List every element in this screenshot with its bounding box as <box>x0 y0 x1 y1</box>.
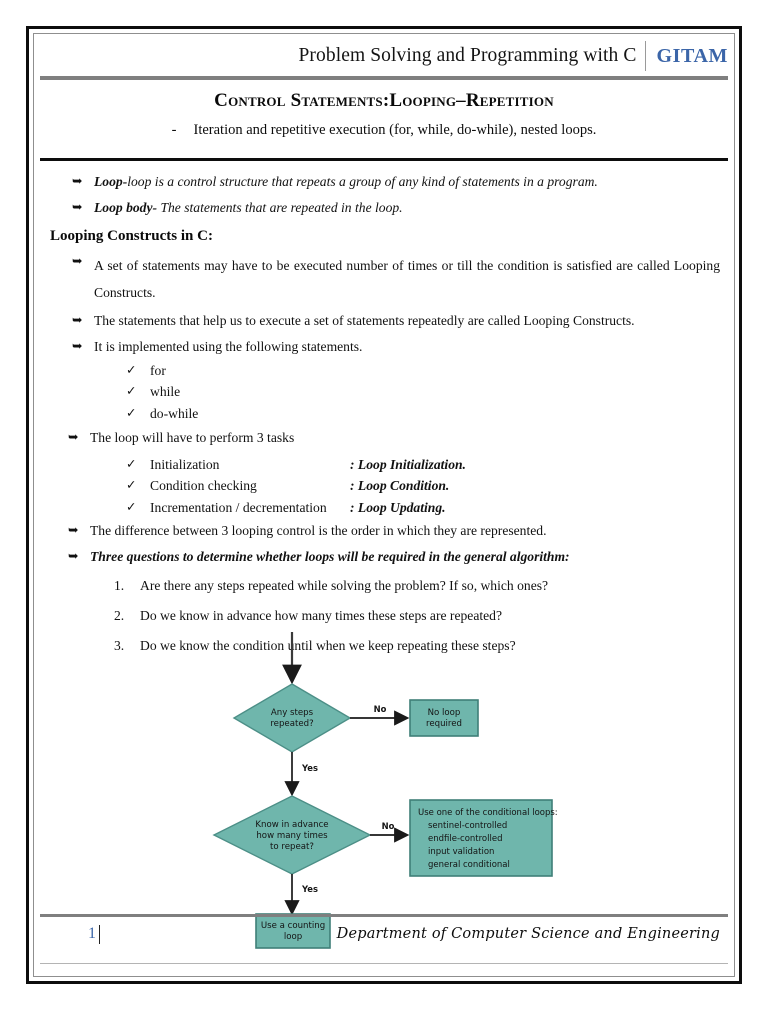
list-item <box>126 455 720 474</box>
task-row <box>150 476 449 495</box>
definition-term: Loop- <box>94 174 128 189</box>
title-block <box>40 90 728 139</box>
question-text: Do we know the condition until when we keep repeating these steps? <box>140 638 516 654</box>
page-footer <box>40 914 728 954</box>
decision1-line2: repeated? <box>270 719 314 729</box>
question-text: Do we know in advance how many times these steps are repeated? <box>140 607 502 623</box>
questions-intro-text: Three questions to determine whether loops will be required in the general algorithm: <box>90 549 570 565</box>
list-item <box>72 337 720 356</box>
check-bullet-icon: ✓ <box>126 456 137 472</box>
department-name: Department of Computer Science and Engineering <box>336 926 720 942</box>
arrow-bullet-icon: ➥ <box>72 199 83 215</box>
page-number-caret <box>99 925 100 944</box>
result3-line1: Use a counting <box>260 921 326 931</box>
list-item <box>126 498 720 517</box>
header-title: Problem Solving and Programming with C <box>298 45 637 66</box>
check-bullet-icon: ✓ <box>126 477 137 493</box>
arrow-bullet-icon: ➥ <box>72 312 83 328</box>
result2-line2: sentinel-controlled <box>428 821 508 831</box>
list-item <box>114 606 720 625</box>
list-item <box>68 428 720 447</box>
footer-rule-bottom <box>40 963 728 964</box>
edge-label-no-2: No <box>381 821 395 831</box>
point-text: A set of statements may have to be executed number of times or till the condition is satisfied are called Looping Constructs. <box>94 257 720 301</box>
definition-body: loop is a control structure that repeats a group of any kind of statements in a program. <box>127 174 598 189</box>
arrow-bullet-icon: ➥ <box>72 252 83 268</box>
task-value: : Loop Initialization. <box>350 457 466 473</box>
result2-line1: Use one of the conditional loops: <box>418 808 558 818</box>
arrow-bullet-icon: ➥ <box>68 548 79 564</box>
list-item <box>126 476 720 495</box>
result1-line2: required <box>425 719 463 729</box>
difference-text: The difference between 3 looping control is the order in which they are represented. <box>90 522 547 538</box>
check-bullet-icon: ✓ <box>126 498 137 514</box>
header-divider <box>645 41 646 71</box>
footer-row <box>40 917 728 951</box>
document-page <box>26 26 742 984</box>
page-inner-border <box>33 33 735 977</box>
definition-text <box>94 172 598 191</box>
subtitle-dash: - <box>171 121 177 138</box>
decision2-line3: to repeat? <box>270 842 314 852</box>
arrow-bullet-icon: ➥ <box>68 428 79 444</box>
process-node-no-loop-required <box>410 700 478 736</box>
statement-label: for <box>150 362 166 378</box>
definition-term: Loop body- <box>94 200 158 216</box>
section-heading: Looping Constructs in C: <box>50 227 213 244</box>
page-number: 1 <box>88 925 96 942</box>
result1-line1: No loop <box>427 708 461 718</box>
decision1-line1: Any steps <box>270 708 314 718</box>
decision2-line1: Know in advance <box>255 820 329 830</box>
list-item <box>72 311 720 330</box>
list-item <box>72 172 720 191</box>
arrow-bullet-icon: ➥ <box>72 173 83 188</box>
edge-label-yes-2: Yes <box>302 884 318 894</box>
list-item <box>126 404 720 423</box>
check-bullet-icon: ✓ <box>126 404 137 420</box>
definition-body: The statements that are repeated in the loop. <box>157 200 403 216</box>
result2-line5: general conditional <box>428 860 510 870</box>
result2-line3: endfile-controlled <box>428 834 503 844</box>
definition-text <box>94 198 403 217</box>
list-item <box>72 252 720 308</box>
question-number: 3. <box>114 638 125 654</box>
point-text: It is implemented using the following statements. <box>94 338 363 354</box>
arrow-bullet-icon: ➥ <box>68 521 79 537</box>
header-rule <box>40 76 728 80</box>
decision-node-any-steps <box>234 684 350 752</box>
statement-label: while <box>150 384 181 400</box>
result2-line4: input validation <box>428 847 495 857</box>
tasks-intro-text: The loop will have to perform 3 tasks <box>90 429 295 445</box>
task-name: Incrementation / decrementation <box>150 499 327 515</box>
page-subtitle-row <box>40 122 728 139</box>
question-text: Are there any steps repeated while solving the problem? If so, which ones? <box>140 577 549 593</box>
question-number: 2. <box>114 607 125 623</box>
check-bullet-icon: ✓ <box>126 361 137 377</box>
list-item <box>126 382 720 401</box>
title-rule <box>40 158 728 161</box>
list-item <box>72 198 720 217</box>
point-text: The statements that help us to execute a set of statements repeatedly are called Looping Constructs. <box>94 313 635 329</box>
statement-label: do-while <box>150 405 199 421</box>
list-item <box>68 521 720 540</box>
task-row <box>150 498 446 517</box>
edge-label-no-1: No <box>373 704 387 714</box>
task-name: Condition checking <box>150 478 257 494</box>
page-subtitle: Iteration and repetitive execution (for, while, do-while), nested loops. <box>193 121 597 138</box>
list-item <box>126 361 720 380</box>
page-title: Control Statements:Looping–Repetition <box>214 90 554 111</box>
list-item <box>68 547 720 566</box>
task-name: Initialization <box>150 457 220 473</box>
result3-line2: loop <box>283 932 303 942</box>
check-bullet-icon: ✓ <box>126 383 137 399</box>
task-value: : Loop Condition. <box>350 478 450 494</box>
edge-label-yes-1: Yes <box>302 763 318 773</box>
task-value: : Loop Updating. <box>350 499 446 515</box>
task-row <box>150 455 466 474</box>
list-item <box>114 576 720 595</box>
page-header <box>34 38 734 74</box>
decision2-line2: how many times <box>256 831 328 841</box>
brand-logo-gitam: GITAM <box>656 44 728 67</box>
question-number: 1. <box>114 577 125 593</box>
arrow-bullet-icon: ➥ <box>72 337 83 353</box>
